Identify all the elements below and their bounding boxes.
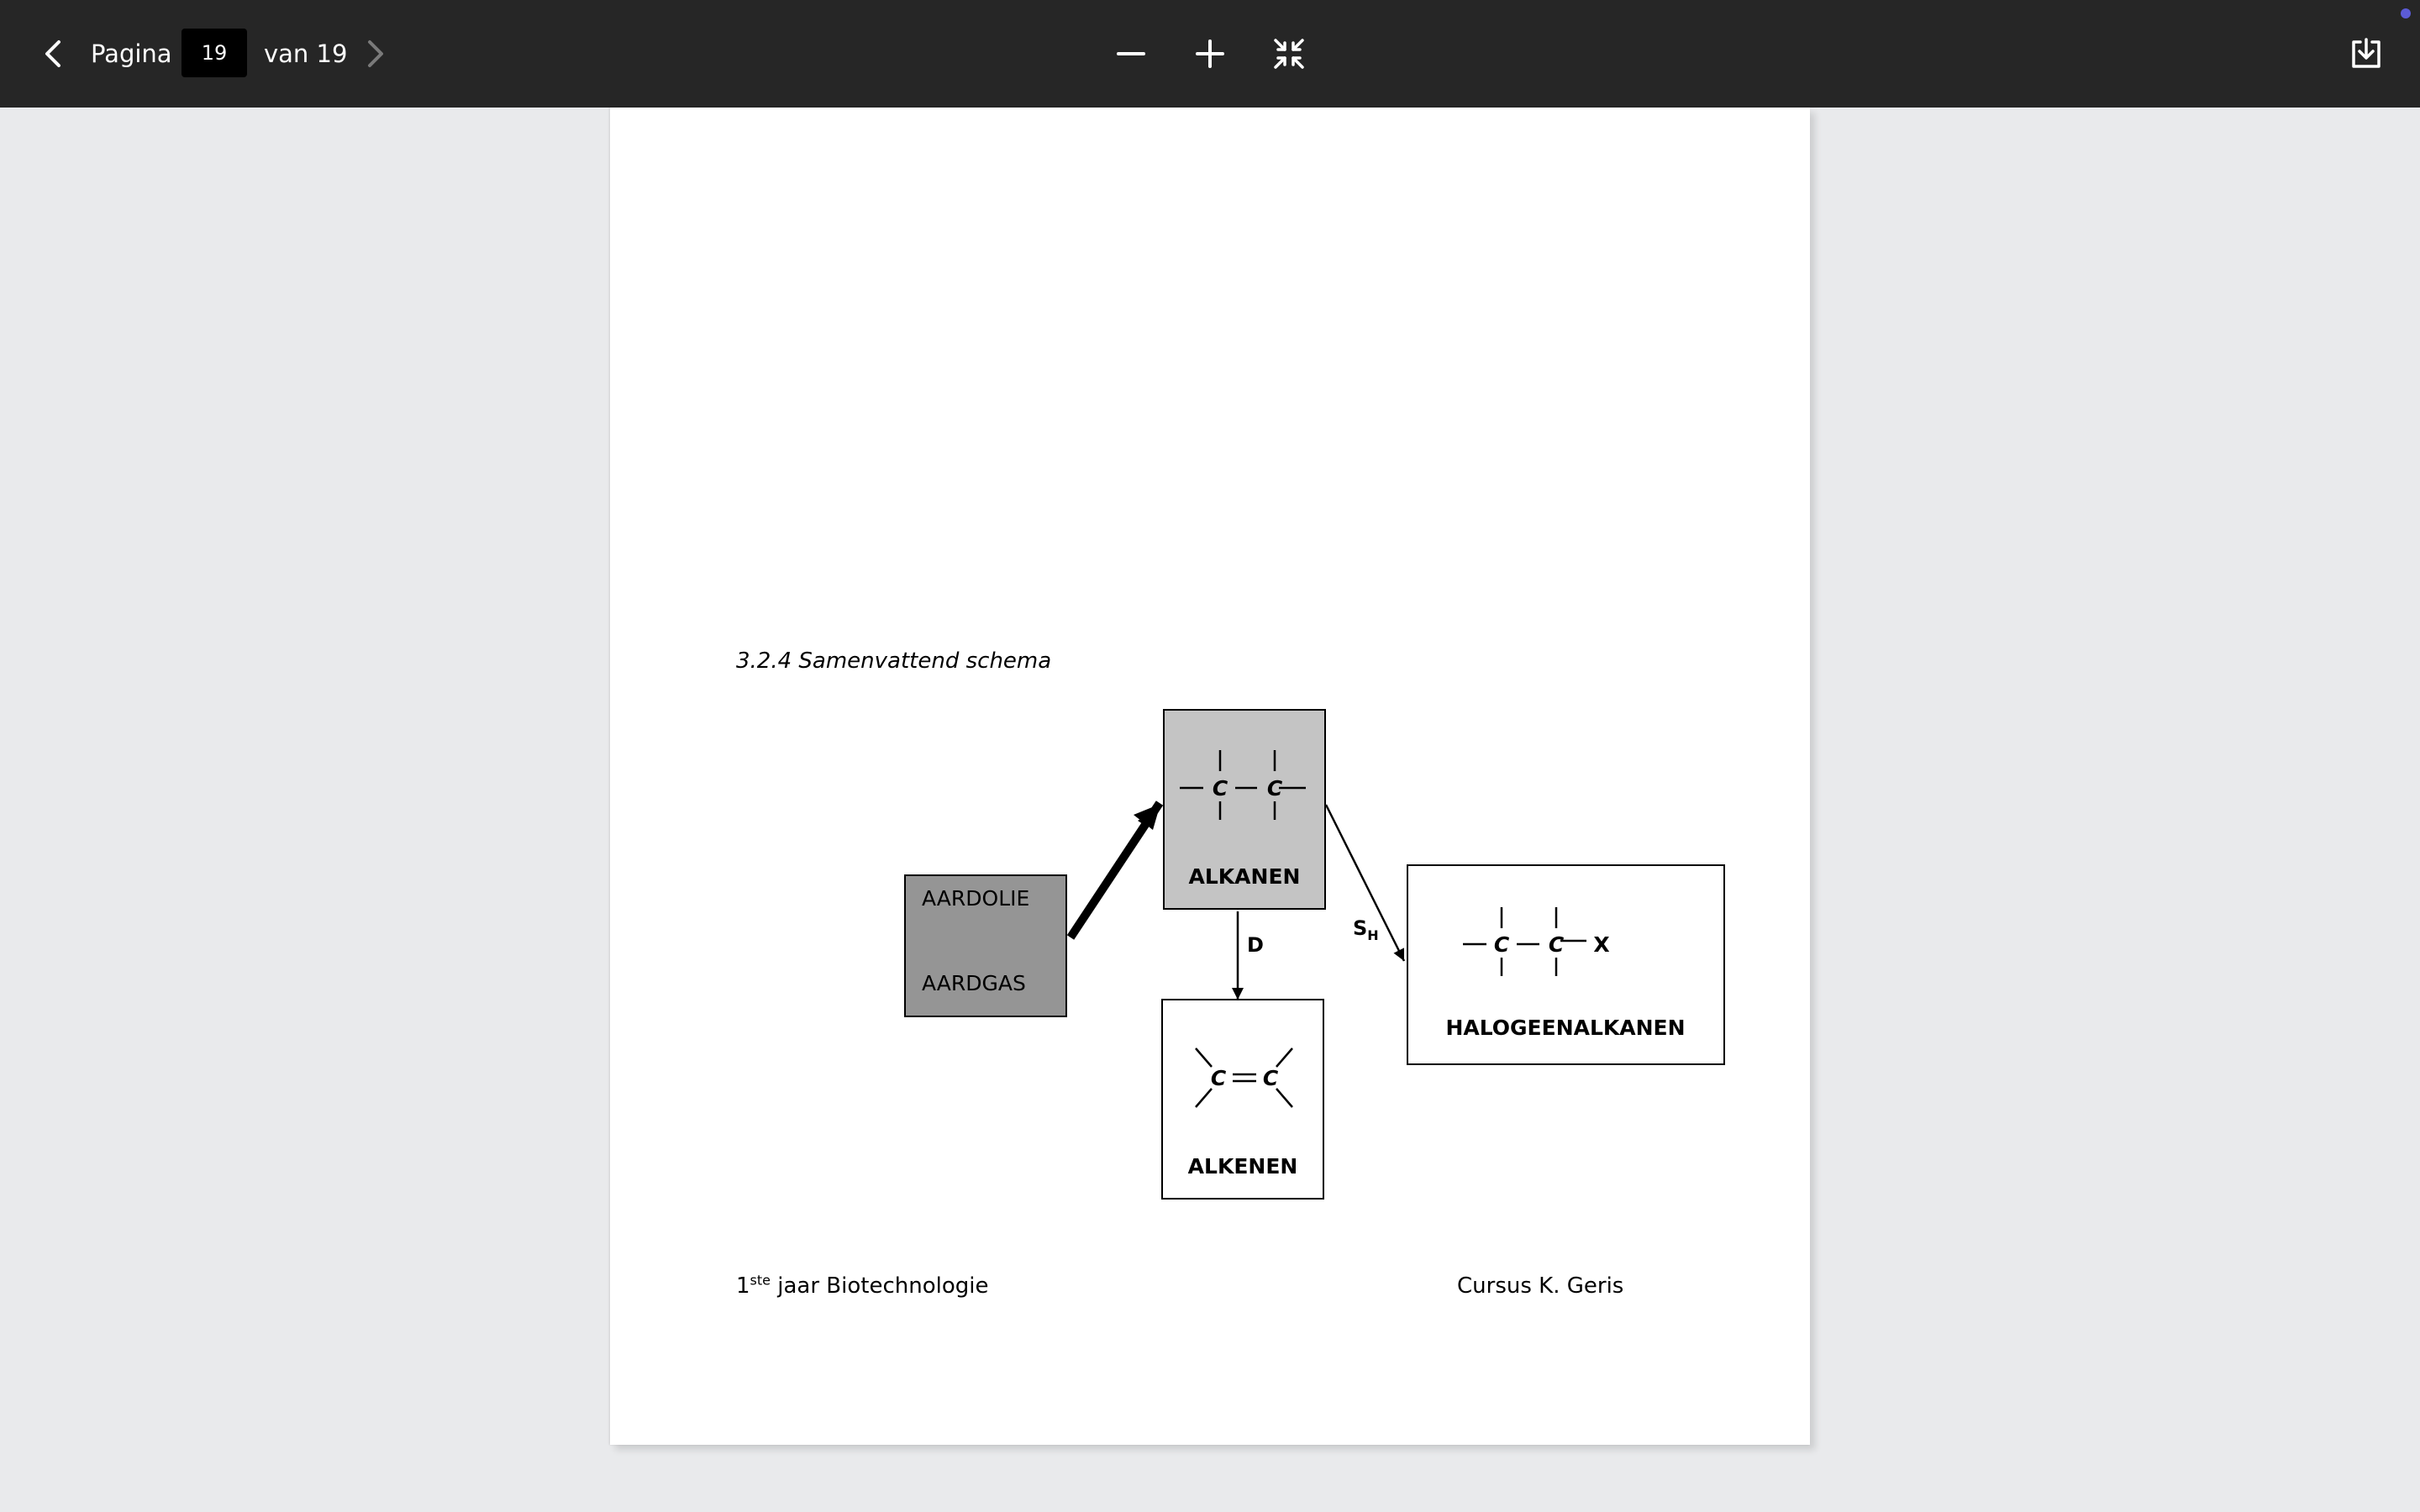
footer-course-year: 1ste jaar Biotechnologie — [736, 1272, 989, 1299]
haloalkanes-label: HALOGEENALKANEN — [1445, 1016, 1686, 1040]
section-heading: 3.2.4 Samenvattend schema — [736, 648, 1052, 674]
chevron-right-icon[interactable] — [358, 37, 392, 71]
carbon-atom: C — [1493, 932, 1510, 957]
zoom-out-icon[interactable] — [1113, 35, 1150, 72]
download-icon[interactable] — [2348, 35, 2385, 72]
thick-arrow — [1071, 803, 1163, 937]
haloalkanes-box — [1407, 865, 1724, 1064]
source-label-gas: AARDGAS — [922, 971, 1026, 995]
status-dot — [2401, 8, 2411, 18]
footer-author: Cursus K. Geris — [1457, 1273, 1624, 1299]
page-number-input[interactable] — [182, 29, 247, 77]
chevron-left-icon[interactable] — [37, 37, 71, 71]
alkanes-label: ALKANEN — [1188, 864, 1301, 889]
arrow-d — [1238, 911, 1264, 1000]
document-page — [610, 108, 1810, 1445]
carbon-atom: C — [1210, 1066, 1227, 1090]
fit-to-page-icon[interactable] — [1270, 35, 1307, 72]
carbon-atom: C — [1548, 932, 1565, 957]
halogen-atom: X — [1593, 932, 1610, 957]
carbon-atom: C — [1266, 776, 1283, 801]
source-label-oil: AARDOLIE — [922, 886, 1030, 911]
alkenes-box — [1162, 1000, 1323, 1199]
arrow-sh — [1326, 805, 1404, 961]
arrow-sh-label: $S_H$ — [1353, 916, 1379, 943]
page-label: Pagina — [91, 39, 172, 68]
zoom-in-icon[interactable] — [1192, 35, 1228, 72]
carbon-atom: C — [1212, 776, 1228, 801]
summary-diagram — [610, 108, 1810, 1445]
alkenes-label: ALKENEN — [1187, 1154, 1298, 1179]
arrow-d-label: D — [1247, 933, 1264, 957]
source-box — [905, 875, 1066, 1016]
carbon-atom: C — [1262, 1066, 1279, 1090]
alkanes-box — [1164, 710, 1325, 909]
viewer-toolbar — [0, 0, 2420, 108]
page-total: van 19 — [264, 39, 348, 68]
